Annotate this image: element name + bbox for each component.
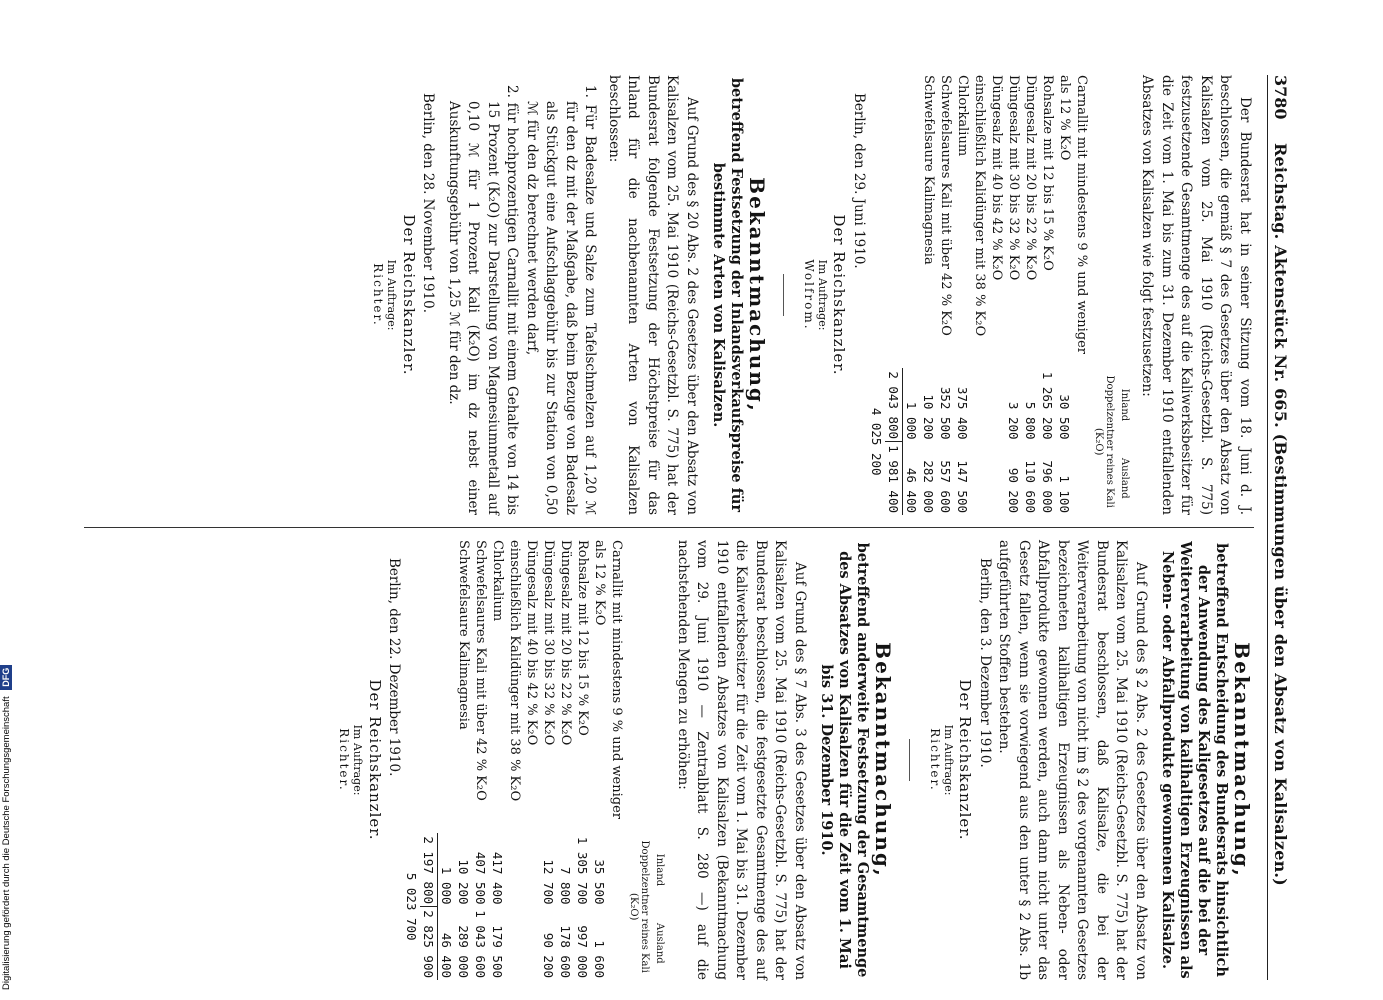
notice-text: Auf Grund des § 7 Abs. 3 des Gesetzes über den Absatz von Kalisalzen vom 25. Mai 1910 (Reichs-Gesetzbl. S. 775) hat der Bundesrat beschlossen, die festgesetzte Gesamtmenge des auf die Kaliwerksbesitzer für die Zeit vom 1. Mai bis 31. Dezember 1910 entfallenden Absatzes von Kalisalzen (Bekanntmachung vom 29. Juni 1910 — Zentralblatt S. 280 —) auf die nachstehenden Mengen zu erhöhen: <box>675 540 808 980</box>
row-ausland: 147 500 <box>955 460 970 513</box>
notice-heading: Bekanntmachung, <box>871 642 895 878</box>
table-row <box>920 75 937 515</box>
table-row <box>1005 75 1022 515</box>
row-ausland: 282 000 <box>921 460 936 513</box>
intro-paragraph: Der Bundesrat hat in seiner Sitzung vom 18. Juni d. J. beschlossen, die gemäß § 7 des Gesetzes über den Absatz von Kalisalzen vom 25. Mai 1910 (Reichs-Gesetzbl. S. 775) festzusetzende Gesamtmenge des auf die Kaliwerksbesitzer für die Zeit vom 1. Mai bis zum 31. Dezember 1910 entfallenden Absatzes von Kalisalzen wie folgt festzusetzen: <box>1139 75 1253 515</box>
row-ausland: 997 000 <box>575 925 591 978</box>
table-row <box>456 540 473 980</box>
row-label: Chlorkalium <box>490 540 506 622</box>
row-label <box>903 75 921 368</box>
signer-title: Der Reichskanzler. <box>400 214 418 376</box>
table-row <box>954 75 971 515</box>
row-label: Düngesalz mit 40 bis 42 % K₂O einschließlich Kalidünger mit 38 % K₂O <box>972 75 1004 337</box>
row-ausland: 1 043 600 <box>473 910 489 978</box>
row-ausland <box>971 442 1005 515</box>
row-inland: 12 700 <box>541 859 557 905</box>
row-inland: 417 400 <box>490 851 506 905</box>
row-inland: 10 200 <box>921 394 936 440</box>
col-header-inland: Inland <box>654 853 666 887</box>
dateline: Berlin, den 22. Dezember 1910. <box>386 558 403 777</box>
row-ausland: 796 000 <box>1040 460 1055 513</box>
row-inland: 407 500 <box>473 851 489 905</box>
col-header-ausland: Ausland <box>1119 457 1130 499</box>
col-header-ausland: Ausland <box>654 922 666 964</box>
grand-total-row <box>404 540 421 980</box>
table-row <box>558 540 575 980</box>
row-ausland: 1 100 <box>1057 475 1072 513</box>
row-ausland <box>507 907 541 980</box>
running-header <box>1267 75 1290 980</box>
list-item: 1. Für Badesalze und Salze zum Tafelschmelzen auf 1,20 ℳ für den dz mit der Maßgabe, daß beim Bezuge von Badesalz als Stückgut eine Aufschlaggebühr bis zur Station von 0,50 ℳ für den dz berechnet werden darf, <box>524 85 599 515</box>
grand-total-row <box>868 75 885 515</box>
row-ausland: 557 600 <box>938 460 953 513</box>
notice-subheading: betreffend Festsetzung der Inlandsverkaufspreise für bestimmte Arten von Kalisalzen. <box>710 77 745 513</box>
right-column <box>338 540 1255 980</box>
list-item: 2. für hochprozentigen Carnallit mit einem Gehalte von 14 bis 15 Prozent (K₂O) zur Darstellung von Magnesiummetall auf 0,10 ℳ für 1 Prozent Kali (K₂O) im dz nebst einer Auskunftungsgebühr von 1,25 ℳ für den dz. <box>446 85 521 515</box>
signer-name: Richter. <box>337 728 352 792</box>
page-number: 3780 <box>1271 75 1290 120</box>
rotated-document-page <box>75 75 1290 980</box>
row-ausland: 90 200 <box>1006 467 1021 513</box>
auftrag-label: Im Auftrage: <box>385 259 399 331</box>
row-inland: 5 800 <box>1023 401 1038 440</box>
col-subheader: Doppelzentner reines Kali (K₂O) <box>628 840 651 973</box>
table-row <box>903 75 921 515</box>
row-label: Schwefelsaure Kalimagnesia <box>456 540 472 730</box>
col-header-inland: Inland <box>1119 388 1130 422</box>
dfg-credit-text: Digitalisierung gefördert durch die Deutsche Forschungsgemeinschaft <box>1 696 12 990</box>
row-label: Rohsalze mit 12 bis 15 % K₂O <box>575 540 591 736</box>
dateline: Berlin, den 29. Juni 1910. <box>851 93 867 269</box>
table-row <box>490 540 507 980</box>
col-subheader: Doppelzentner reines Kali (K₂O) <box>1093 375 1115 508</box>
notice-text: Auf Grund des § 2 Abs. 2 des Gesetzes über den Absatz von Kalisalzen vom 25. Mai 1910 (Reichs-Gesetzbl. S. 775) hat der Bundesrat beschlossen, daß Kalisalze, die bei der Weiterverarbeitung von nicht im § 2 des vorgenannten Gesetzes bezeichneten kalihaltigen Erzeugnissen als Neben- oder Abfallprodukte gewonnen werden, auch dann nicht unter das Gesetz fallen, wenn sie vorwiegend aus den unter § 2 Abs. 1b aufgeführten Stoffen bestehen. <box>996 540 1149 980</box>
row-inland: 7 800 <box>558 866 574 905</box>
signer-name: Wolfrom. <box>802 259 816 331</box>
left-column <box>372 75 1255 515</box>
section-separator <box>783 274 784 316</box>
auftrag-label: Im Auftrage: <box>351 724 365 796</box>
signer-name: Richter. <box>928 728 942 792</box>
dateline: Berlin, den 28. November 1910. <box>420 93 437 314</box>
row-label: Chlorkalium <box>955 75 970 157</box>
sum-ausland: 2 825 900 <box>421 907 439 980</box>
quota-table-december <box>404 540 667 980</box>
quota-table-june <box>868 75 1131 515</box>
row-label: Düngesalz mit 40 bis 42 % K₂O einschließlich Kalidünger mit 38 % K₂O <box>507 540 540 802</box>
row-ausland: 46 400 <box>439 932 455 978</box>
section-separator <box>909 739 910 781</box>
notice-heading: Bekanntmachung, <box>745 177 769 413</box>
table-row <box>541 540 558 980</box>
auftrag-label: Im Auftrage: <box>942 724 955 796</box>
sum-inland: 2 043 800 <box>885 368 903 441</box>
sum-inland: 2 197 800 <box>421 833 439 906</box>
sum-ausland: 1 981 400 <box>885 442 903 515</box>
table-row <box>575 540 592 980</box>
table-row <box>1039 75 1056 515</box>
notice-subheading: betreffend Entscheidung des Bundesrats hinsichtlich der Anwendung des Kaligesetzes auf die bei der Weiterverarbeitung von kalihaltigen Erzeugnissen als Neben- oder Abfallprodukte gewonnenen Kalisalze. <box>1159 541 1230 979</box>
row-inland: 35 500 <box>592 859 608 905</box>
column-divider <box>84 527 1254 528</box>
table-row <box>937 75 954 515</box>
signer-title: Der Reichskanzler. <box>956 679 975 841</box>
row-label: Düngesalz mit 20 bis 22 % K₂O <box>558 540 574 746</box>
row-label <box>438 540 456 833</box>
row-label: Schwefelsaures Kali mit über 42 % K₂O <box>938 75 953 336</box>
row-ausland: 179 500 <box>490 925 506 978</box>
row-inland: 352 500 <box>938 386 953 440</box>
row-label: Düngesalz mit 20 bis 22 % K₂O <box>1023 75 1038 281</box>
row-ausland: 90 200 <box>541 932 557 978</box>
row-ausland: 46 400 <box>904 467 919 513</box>
dfg-logo: DFG <box>0 665 12 690</box>
row-inland: 375 400 <box>955 386 970 440</box>
row-inland <box>971 368 1005 441</box>
table-row <box>438 540 456 980</box>
row-inland: 1 305 700 <box>575 836 591 905</box>
row-ausland: 1 600 <box>592 940 608 978</box>
auftrag-label: Im Auftrage: <box>816 259 829 331</box>
row-label: Schwefelsaure Kalimagnesia <box>921 75 936 265</box>
row-inland: 10 200 <box>456 859 472 905</box>
row-inland: 3 200 <box>1006 401 1021 440</box>
row-inland: 30 500 <box>1057 394 1072 440</box>
signer-name: Richter. <box>371 263 386 327</box>
sum-row <box>421 540 439 980</box>
table-row <box>1022 75 1039 515</box>
row-inland: 1 000 <box>904 401 919 440</box>
row-ausland: 110 600 <box>1023 460 1038 513</box>
signer-title: Der Reichskanzler. <box>366 679 384 841</box>
dateline: Berlin, den 3. Dezember 1910. <box>977 558 993 768</box>
running-title: Reichstag. Aktenstück Nr. 665. (Bestimmungen über den Absatz von Kalisalzen.) <box>1271 143 1290 886</box>
row-label: Carnallit mit mindestens 9 % und weniger als 12 % K₂O <box>592 540 625 820</box>
row-label: Schwefelsaures Kali mit über 42 % K₂O <box>473 540 489 801</box>
signer-title: Der Reichskanzler. <box>830 214 849 376</box>
row-ausland: 289 000 <box>456 925 472 978</box>
notice-subheading: betreffend anderweite Festsetzung der Gesamtmenge des Absatzes von Kalisalzen für die Zeit vom 1. Mai bis 31. Dezember 1910. <box>818 542 871 978</box>
notice-text: Auf Grund des § 20 Abs. 2 des Gesetzes über den Absatz von Kalisalzen vom 25. Mai 1910 (Reichs-Gesetzbl. S. 775) hat der Bundesrat folgende Festsetzung der Höchstpreise für das Inland für die nachbenannten Arten von Kalisalzen beschlossen: <box>606 75 700 515</box>
table-row <box>1056 75 1090 515</box>
notice-heading: Bekanntmachung, <box>1230 642 1254 878</box>
table-row <box>592 540 626 980</box>
row-ausland: 178 600 <box>558 925 574 978</box>
row-label: Rohsalze mit 12 bis 15 % K₂O <box>1040 75 1055 271</box>
row-inland <box>507 833 541 906</box>
row-inland: 1 265 200 <box>1040 371 1055 440</box>
row-inland: 1 000 <box>439 866 455 905</box>
table-row <box>971 75 1005 515</box>
row-label: Carnallit mit mindestens 9 % und weniger als 12 % K₂O <box>1057 75 1089 355</box>
row-label: Düngesalz mit 30 bis 32 % K₂O <box>1006 75 1021 281</box>
table-row <box>473 540 490 980</box>
dfg-credit <box>0 598 14 990</box>
table-row <box>507 540 541 980</box>
row-label: Düngesalz mit 30 bis 32 % K₂O <box>541 540 557 746</box>
grand-total: 5 023 700 <box>404 872 420 941</box>
grand-total: 4 025 200 <box>869 407 884 476</box>
sum-row <box>885 75 903 515</box>
